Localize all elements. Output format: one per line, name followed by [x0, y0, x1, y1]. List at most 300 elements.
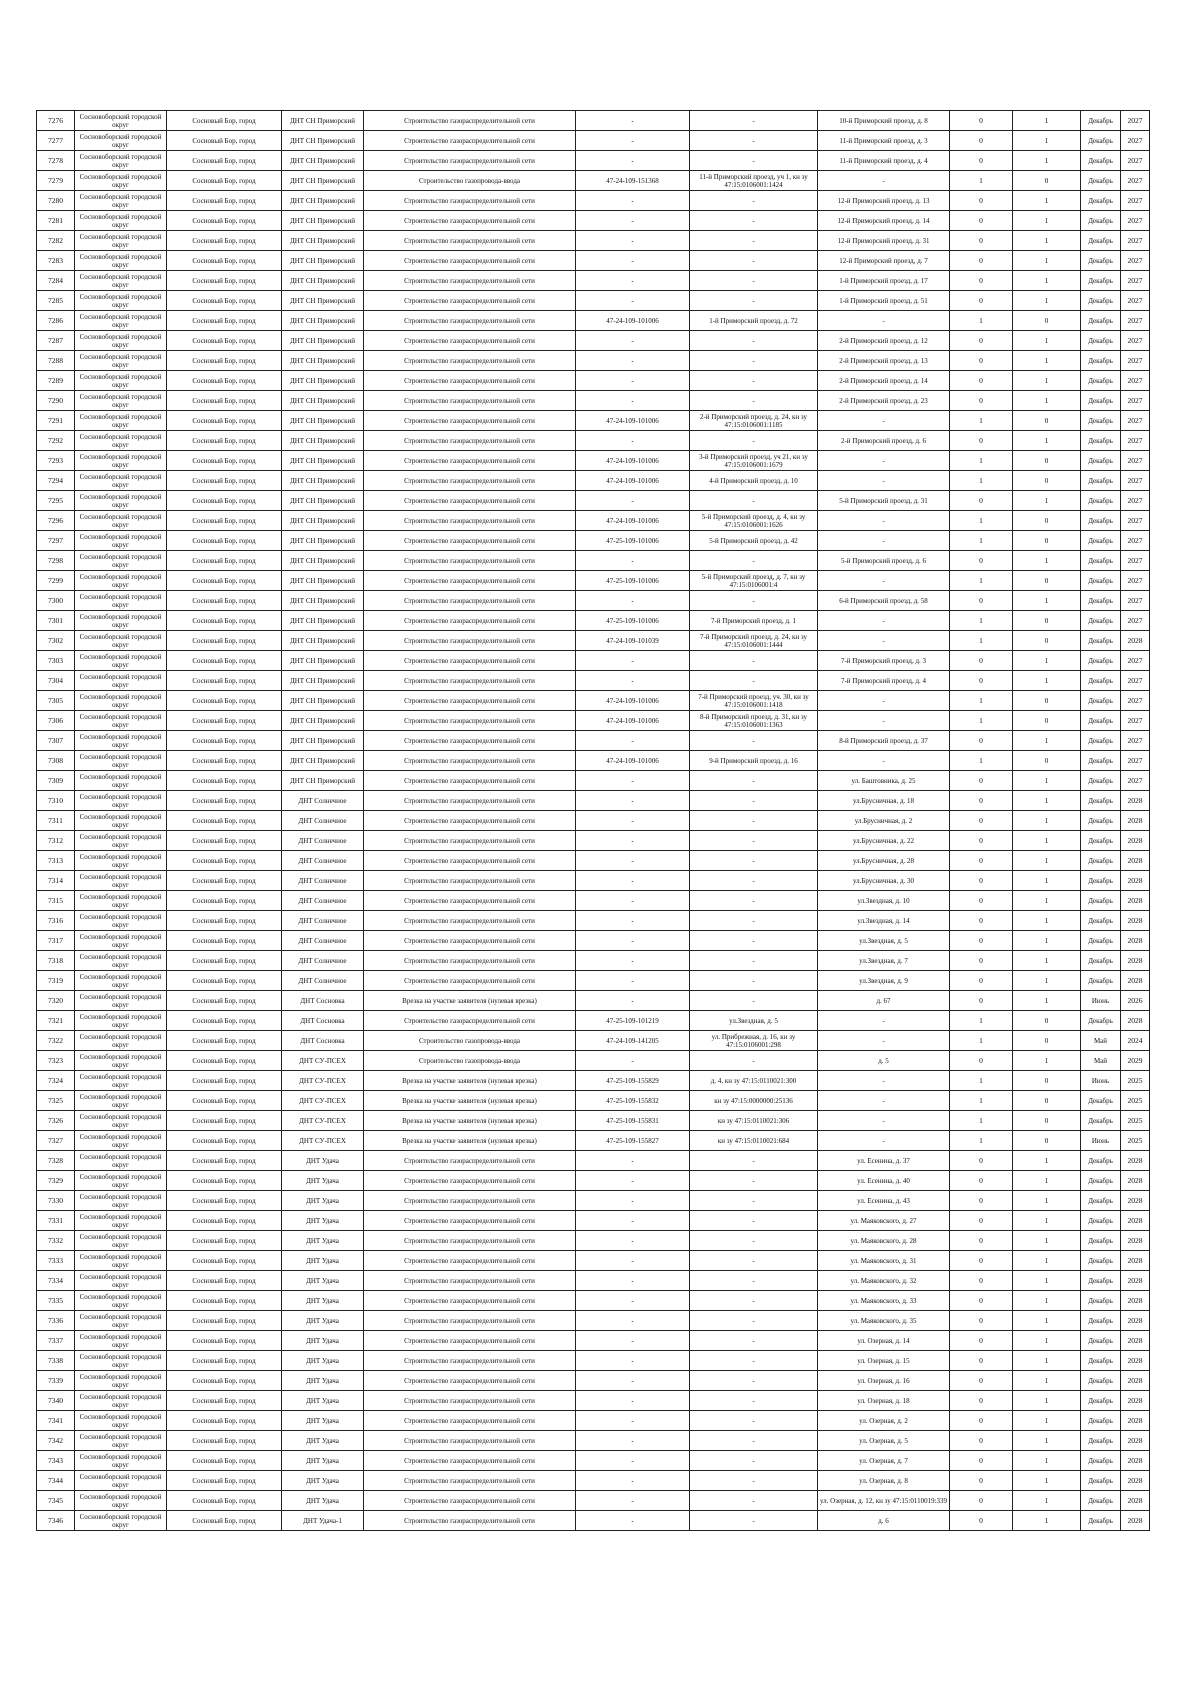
cell-snt-name: ДНТ СН Приморский	[282, 291, 364, 311]
cell-settlement: Сосновый Бор, город	[167, 1391, 282, 1411]
cell-row-number: 7346	[37, 1511, 75, 1531]
cell-snt-name: ДНТ СН Приморский	[282, 151, 364, 171]
cell-count-without-application: 1	[1013, 1391, 1081, 1411]
data-table	[36, 110, 1150, 1531]
cell-snt-name: ДНТ Сосновка	[282, 991, 364, 1011]
cell-row-number: 7332	[37, 1231, 75, 1251]
cell-settlement: Сосновый Бор, город	[167, 1051, 282, 1071]
cell-application-number: -	[576, 1371, 690, 1391]
cell-count-with-application: 1	[950, 1031, 1013, 1051]
cell-month: Декабрь	[1081, 651, 1121, 671]
table-row	[37, 1011, 1150, 1031]
cell-address-with-application: -	[690, 671, 818, 691]
cell-work-type: Строительство газораспределительной сети	[364, 891, 576, 911]
cell-district: Сосновоборский городской округ	[75, 951, 167, 971]
table-row	[37, 1211, 1150, 1231]
table-row	[37, 1111, 1150, 1131]
cell-count-without-application: 0	[1013, 711, 1081, 731]
cell-district: Сосновоборский городской округ	[75, 411, 167, 431]
cell-settlement: Сосновый Бор, город	[167, 511, 282, 531]
table-row	[37, 771, 1150, 791]
cell-district: Сосновоборский городской округ	[75, 491, 167, 511]
cell-work-type: Строительство газораспределительной сети	[364, 551, 576, 571]
cell-month: Декабрь	[1081, 1011, 1121, 1031]
cell-address-with-application: -	[690, 971, 818, 991]
cell-snt-name: ДНТ Солнечное	[282, 871, 364, 891]
cell-month: Декабрь	[1081, 1471, 1121, 1491]
cell-row-number: 7341	[37, 1411, 75, 1431]
cell-address-with-application: -	[690, 591, 818, 611]
table-row	[37, 231, 1150, 251]
cell-month: Май	[1081, 1051, 1121, 1071]
cell-settlement: Сосновый Бор, город	[167, 251, 282, 271]
cell-snt-name: ДНТ Удача	[282, 1351, 364, 1371]
cell-month: Июнь	[1081, 991, 1121, 1011]
cell-application-number: 47-24-109-101006	[576, 751, 690, 771]
cell-row-number: 7325	[37, 1091, 75, 1111]
table-row	[37, 1051, 1150, 1071]
cell-address-with-application: 5-й Приморский проезд, д. 42	[690, 531, 818, 551]
cell-district: Сосновоборский городской округ	[75, 991, 167, 1011]
cell-snt-name: ДНТ Солнечное	[282, 891, 364, 911]
cell-settlement: Сосновый Бор, город	[167, 1111, 282, 1131]
cell-row-number: 7327	[37, 1131, 75, 1151]
cell-district: Сосновоборский городской округ	[75, 1271, 167, 1291]
cell-address-without-application: -	[818, 531, 950, 551]
cell-district: Сосновоборский городской округ	[75, 831, 167, 851]
cell-month: Декабрь	[1081, 1091, 1121, 1111]
cell-snt-name: ДНТ СН Приморский	[282, 551, 364, 571]
cell-snt-name: ДНТ Удача-1	[282, 1511, 364, 1531]
document-sheet	[36, 110, 1149, 1531]
cell-work-type: Врезка на участке заявителя (нулевая врезка)	[364, 991, 576, 1011]
cell-settlement: Сосновый Бор, город	[167, 451, 282, 471]
cell-count-with-application: 0	[950, 971, 1013, 991]
cell-year: 2028	[1121, 951, 1150, 971]
cell-settlement: Сосновый Бор, город	[167, 291, 282, 311]
cell-address-with-application: 11-й Приморский проезд, уч 1, кн зу 47:15:0106001:1424	[690, 171, 818, 191]
cell-month: Июнь	[1081, 1131, 1121, 1151]
cell-row-number: 7312	[37, 831, 75, 851]
cell-address-with-application: -	[690, 1411, 818, 1431]
cell-month: Декабрь	[1081, 411, 1121, 431]
cell-address-without-application: д. 6	[818, 1511, 950, 1531]
cell-settlement: Сосновый Бор, город	[167, 1171, 282, 1191]
cell-address-with-application: 9-й Приморский проезд, д. 16	[690, 751, 818, 771]
cell-year: 2028	[1121, 631, 1150, 651]
cell-address-with-application: кн зу 47:15:0000000:25136	[690, 1091, 818, 1111]
cell-address-with-application: -	[690, 191, 818, 211]
cell-district: Сосновоборский городской округ	[75, 711, 167, 731]
cell-year: 2027	[1121, 691, 1150, 711]
cell-address-without-application: ул. Есенина, д. 40	[818, 1171, 950, 1191]
cell-snt-name: ДНТ СН Приморский	[282, 491, 364, 511]
cell-snt-name: ДНТ СН Приморский	[282, 571, 364, 591]
cell-settlement: Сосновый Бор, город	[167, 1491, 282, 1511]
cell-year: 2027	[1121, 231, 1150, 251]
cell-application-number: -	[576, 991, 690, 1011]
cell-address-without-application: ул. Маяковского, д. 27	[818, 1211, 950, 1231]
cell-row-number: 7345	[37, 1491, 75, 1511]
cell-address-without-application: 7-й Приморский проезд, д. 3	[818, 651, 950, 671]
cell-district: Сосновоборский городской округ	[75, 1451, 167, 1471]
cell-application-number: -	[576, 431, 690, 451]
cell-year: 2028	[1121, 971, 1150, 991]
cell-district: Сосновоборский городской округ	[75, 251, 167, 271]
cell-count-without-application: 0	[1013, 171, 1081, 191]
cell-work-type: Строительство газораспределительной сети	[364, 611, 576, 631]
cell-application-number: -	[576, 871, 690, 891]
table-row	[37, 1271, 1150, 1291]
cell-settlement: Сосновый Бор, город	[167, 611, 282, 631]
cell-application-number: -	[576, 491, 690, 511]
cell-district: Сосновоборский городской округ	[75, 1071, 167, 1091]
cell-month: Декабрь	[1081, 211, 1121, 231]
cell-address-without-application: ул. Озерная, д. 8	[818, 1471, 950, 1491]
cell-address-without-application: ул. Есенина, д. 43	[818, 1191, 950, 1211]
cell-month: Декабрь	[1081, 611, 1121, 631]
cell-address-with-application: -	[690, 331, 818, 351]
cell-count-with-application: 0	[950, 1331, 1013, 1351]
cell-district: Сосновоборский городской округ	[75, 511, 167, 531]
cell-district: Сосновоборский городской округ	[75, 451, 167, 471]
cell-row-number: 7330	[37, 1191, 75, 1211]
cell-application-number: -	[576, 551, 690, 571]
cell-address-without-application: 2-й Приморский проезд, д. 13	[818, 351, 950, 371]
cell-count-without-application: 0	[1013, 531, 1081, 551]
cell-address-with-application: кн зу 47:15:0110021:306	[690, 1111, 818, 1131]
cell-work-type: Строительство газораспределительной сети	[364, 871, 576, 891]
cell-work-type: Строительство газораспределительной сети	[364, 691, 576, 711]
cell-count-with-application: 0	[950, 951, 1013, 971]
cell-year: 2027	[1121, 671, 1150, 691]
table-row	[37, 751, 1150, 771]
cell-address-without-application: ул. Маяковского, д. 32	[818, 1271, 950, 1291]
cell-count-without-application: 1	[1013, 851, 1081, 871]
table-row	[37, 1171, 1150, 1191]
cell-address-with-application: -	[690, 1271, 818, 1291]
cell-address-without-application: ул.Брусничная, д. 30	[818, 871, 950, 891]
cell-month: Декабрь	[1081, 1151, 1121, 1171]
cell-snt-name: ДНТ Удача	[282, 1231, 364, 1251]
cell-count-with-application: 0	[950, 191, 1013, 211]
cell-year: 2025	[1121, 1091, 1150, 1111]
cell-application-number: 47-24-109-101006	[576, 471, 690, 491]
cell-snt-name: ДНТ СУ-ПСЕХ	[282, 1051, 364, 1071]
cell-work-type: Строительство газораспределительной сети	[364, 1171, 576, 1191]
cell-application-number: -	[576, 891, 690, 911]
table-row	[37, 811, 1150, 831]
cell-snt-name: ДНТ СН Приморский	[282, 171, 364, 191]
cell-row-number: 7290	[37, 391, 75, 411]
table-row	[37, 371, 1150, 391]
cell-settlement: Сосновый Бор, город	[167, 831, 282, 851]
cell-row-number: 7295	[37, 491, 75, 511]
cell-row-number: 7310	[37, 791, 75, 811]
cell-month: Декабрь	[1081, 871, 1121, 891]
cell-address-without-application: -	[818, 471, 950, 491]
cell-application-number: 47-25-109-101006	[576, 571, 690, 591]
cell-month: Декабрь	[1081, 1331, 1121, 1351]
cell-district: Сосновоборский городской округ	[75, 1131, 167, 1151]
cell-count-with-application: 0	[950, 1471, 1013, 1491]
cell-row-number: 7289	[37, 371, 75, 391]
cell-year: 2027	[1121, 711, 1150, 731]
cell-count-with-application: 0	[950, 1291, 1013, 1311]
cell-district: Сосновоборский городской округ	[75, 1471, 167, 1491]
cell-application-number: 47-24-109-141205	[576, 1031, 690, 1051]
cell-year: 2025	[1121, 1131, 1150, 1151]
cell-address-with-application: 2-й Приморский проезд, д. 24, кн зу 47:15:0106001:1185	[690, 411, 818, 431]
cell-address-without-application: ул. Маяковского, д. 33	[818, 1291, 950, 1311]
cell-count-with-application: 0	[950, 591, 1013, 611]
cell-work-type: Строительство газораспределительной сети	[364, 1251, 576, 1271]
cell-row-number: 7304	[37, 671, 75, 691]
cell-month: Декабрь	[1081, 1431, 1121, 1451]
cell-work-type: Врезка на участке заявителя (нулевая врезка)	[364, 1091, 576, 1111]
cell-snt-name: ДНТ Удача	[282, 1271, 364, 1291]
cell-row-number: 7277	[37, 131, 75, 151]
cell-count-with-application: 0	[950, 1251, 1013, 1271]
cell-work-type: Строительство газопровода-ввода	[364, 1051, 576, 1071]
table-row	[37, 1031, 1150, 1051]
cell-settlement: Сосновый Бор, город	[167, 351, 282, 371]
cell-count-without-application: 1	[1013, 111, 1081, 131]
cell-address-with-application: -	[690, 791, 818, 811]
cell-snt-name: ДНТ Удача	[282, 1211, 364, 1231]
cell-row-number: 7305	[37, 691, 75, 711]
cell-count-with-application: 1	[950, 1091, 1013, 1111]
cell-address-without-application: -	[818, 711, 950, 731]
cell-snt-name: ДНТ СУ-ПСЕХ	[282, 1091, 364, 1111]
cell-address-with-application: -	[690, 1311, 818, 1331]
cell-snt-name: ДНТ Солнечное	[282, 951, 364, 971]
cell-year: 2028	[1121, 1291, 1150, 1311]
cell-address-with-application: 7-й Приморский проезд, д. 24, кн зу 47:15:0106001:1444	[690, 631, 818, 651]
cell-row-number: 7292	[37, 431, 75, 451]
cell-year: 2028	[1121, 1511, 1150, 1531]
cell-application-number: -	[576, 131, 690, 151]
cell-year: 2028	[1121, 1011, 1150, 1031]
cell-month: Декабрь	[1081, 1451, 1121, 1471]
cell-month: Декабрь	[1081, 1251, 1121, 1271]
table-row	[37, 911, 1150, 931]
cell-count-with-application: 0	[950, 1451, 1013, 1471]
cell-application-number: 47-24-109-101006	[576, 691, 690, 711]
cell-count-with-application: 0	[950, 371, 1013, 391]
cell-month: Декабрь	[1081, 231, 1121, 251]
cell-count-without-application: 1	[1013, 1051, 1081, 1071]
cell-count-without-application: 1	[1013, 1291, 1081, 1311]
cell-district: Сосновоборский городской округ	[75, 911, 167, 931]
cell-count-with-application: 0	[950, 351, 1013, 371]
cell-month: Декабрь	[1081, 1271, 1121, 1291]
cell-year: 2029	[1121, 1051, 1150, 1071]
cell-count-without-application: 0	[1013, 1111, 1081, 1131]
cell-district: Сосновоборский городской округ	[75, 391, 167, 411]
cell-work-type: Строительство газораспределительной сети	[364, 191, 576, 211]
cell-snt-name: ДНТ СН Приморский	[282, 231, 364, 251]
cell-settlement: Сосновый Бор, город	[167, 231, 282, 251]
cell-work-type: Строительство газораспределительной сети	[364, 511, 576, 531]
cell-count-without-application: 1	[1013, 291, 1081, 311]
cell-row-number: 7331	[37, 1211, 75, 1231]
cell-count-without-application: 1	[1013, 491, 1081, 511]
cell-address-with-application: -	[690, 811, 818, 831]
cell-count-with-application: 0	[950, 1151, 1013, 1171]
cell-row-number: 7311	[37, 811, 75, 831]
cell-row-number: 7302	[37, 631, 75, 651]
cell-snt-name: ДНТ СН Приморский	[282, 391, 364, 411]
cell-address-without-application: д. 5	[818, 1051, 950, 1071]
cell-district: Сосновоборский городской округ	[75, 1491, 167, 1511]
cell-count-with-application: 0	[950, 731, 1013, 751]
table-row	[37, 1511, 1150, 1531]
cell-count-with-application: 1	[950, 411, 1013, 431]
cell-address-with-application: -	[690, 871, 818, 891]
cell-year: 2028	[1121, 1431, 1150, 1451]
cell-address-with-application: 7-й Приморский проезд, д. 1	[690, 611, 818, 631]
cell-application-number: -	[576, 371, 690, 391]
cell-address-with-application: -	[690, 1491, 818, 1511]
cell-address-without-application: ул. Озерная, д. 18	[818, 1391, 950, 1411]
cell-district: Сосновоборский городской округ	[75, 1111, 167, 1131]
cell-snt-name: ДНТ СН Приморский	[282, 431, 364, 451]
cell-settlement: Сосновый Бор, город	[167, 1291, 282, 1311]
cell-row-number: 7320	[37, 991, 75, 1011]
cell-count-with-application: 0	[950, 1051, 1013, 1071]
cell-address-without-application: ул.Звездная, д. 9	[818, 971, 950, 991]
cell-settlement: Сосновый Бор, город	[167, 751, 282, 771]
cell-application-number: 47-24-109-101039	[576, 631, 690, 651]
cell-snt-name: ДНТ Удача	[282, 1151, 364, 1171]
cell-work-type: Строительство газораспределительной сети	[364, 211, 576, 231]
cell-application-number: 47-24-109-101006	[576, 451, 690, 471]
cell-settlement: Сосновый Бор, город	[167, 911, 282, 931]
cell-address-without-application: -	[818, 171, 950, 191]
cell-address-without-application: 2-й Приморский проезд, д. 23	[818, 391, 950, 411]
cell-month: Декабрь	[1081, 911, 1121, 931]
cell-address-without-application: 1-й Приморский проезд, д. 51	[818, 291, 950, 311]
cell-work-type: Строительство газораспределительной сети	[364, 831, 576, 851]
table-row	[37, 571, 1150, 591]
cell-district: Сосновоборский городской округ	[75, 371, 167, 391]
cell-application-number: -	[576, 1191, 690, 1211]
cell-row-number: 7340	[37, 1391, 75, 1411]
cell-count-without-application: 0	[1013, 311, 1081, 331]
cell-application-number: -	[576, 1211, 690, 1231]
cell-snt-name: ДНТ Удача	[282, 1191, 364, 1211]
cell-year: 2026	[1121, 991, 1150, 1011]
cell-address-without-application: ул. Озерная, д. 5	[818, 1431, 950, 1451]
cell-count-without-application: 0	[1013, 691, 1081, 711]
cell-address-with-application: 4-й Приморский проезд, д. 10	[690, 471, 818, 491]
cell-address-with-application: -	[690, 731, 818, 751]
cell-address-without-application: -	[818, 311, 950, 331]
cell-month: Июнь	[1081, 1071, 1121, 1091]
cell-year: 2027	[1121, 171, 1150, 191]
cell-work-type: Врезка на участке заявителя (нулевая врезка)	[364, 1111, 576, 1131]
cell-count-with-application: 1	[950, 611, 1013, 631]
cell-address-without-application: ул.Брусничная, д. 18	[818, 791, 950, 811]
cell-snt-name: ДНТ Солнечное	[282, 911, 364, 931]
cell-count-without-application: 1	[1013, 1471, 1081, 1491]
cell-settlement: Сосновый Бор, город	[167, 1031, 282, 1051]
cell-row-number: 7303	[37, 651, 75, 671]
cell-count-without-application: 1	[1013, 731, 1081, 751]
cell-district: Сосновоборский городской округ	[75, 1191, 167, 1211]
cell-count-without-application: 1	[1013, 391, 1081, 411]
cell-work-type: Строительство газораспределительной сети	[364, 1451, 576, 1471]
cell-year: 2025	[1121, 1071, 1150, 1091]
cell-work-type: Строительство газораспределительной сети	[364, 1491, 576, 1511]
cell-count-with-application: 0	[950, 651, 1013, 671]
cell-month: Декабрь	[1081, 571, 1121, 591]
cell-address-with-application: -	[690, 1051, 818, 1071]
cell-month: Декабрь	[1081, 951, 1121, 971]
cell-count-without-application: 1	[1013, 1431, 1081, 1451]
cell-work-type: Строительство газораспределительной сети	[364, 491, 576, 511]
cell-row-number: 7319	[37, 971, 75, 991]
cell-row-number: 7335	[37, 1291, 75, 1311]
cell-year: 2027	[1121, 331, 1150, 351]
cell-snt-name: ДНТ СН Приморский	[282, 311, 364, 331]
cell-settlement: Сосновый Бор, город	[167, 871, 282, 891]
table-row	[37, 1151, 1150, 1171]
cell-application-number: -	[576, 831, 690, 851]
cell-year: 2028	[1121, 1231, 1150, 1251]
cell-settlement: Сосновый Бор, город	[167, 1151, 282, 1171]
cell-address-with-application: 5-й Приморский проезд, д. 7, кн зу 47:15:0106001:4	[690, 571, 818, 591]
cell-settlement: Сосновый Бор, город	[167, 371, 282, 391]
cell-address-without-application: ул.Звездная, д. 7	[818, 951, 950, 971]
cell-application-number: 47-25-109-155832	[576, 1091, 690, 1111]
cell-snt-name: ДНТ СН Приморский	[282, 711, 364, 731]
cell-year: 2028	[1121, 1351, 1150, 1371]
cell-district: Сосновоборский городской округ	[75, 431, 167, 451]
cell-work-type: Строительство газораспределительной сети	[364, 791, 576, 811]
cell-address-with-application: -	[690, 1351, 818, 1371]
cell-district: Сосновоборский городской округ	[75, 351, 167, 371]
cell-month: Декабрь	[1081, 791, 1121, 811]
cell-year: 2027	[1121, 371, 1150, 391]
cell-address-with-application: -	[690, 851, 818, 871]
cell-year: 2028	[1121, 811, 1150, 831]
cell-year: 2028	[1121, 931, 1150, 951]
cell-address-with-application: -	[690, 931, 818, 951]
cell-count-without-application: 1	[1013, 271, 1081, 291]
cell-settlement: Сосновый Бор, город	[167, 331, 282, 351]
cell-row-number: 7338	[37, 1351, 75, 1371]
cell-district: Сосновоборский городской округ	[75, 871, 167, 891]
cell-snt-name: ДНТ Удача	[282, 1251, 364, 1271]
cell-year: 2027	[1121, 491, 1150, 511]
table-row	[37, 951, 1150, 971]
cell-snt-name: ДНТ СН Приморский	[282, 731, 364, 751]
cell-settlement: Сосновый Бор, город	[167, 771, 282, 791]
cell-district: Сосновоборский городской округ	[75, 791, 167, 811]
cell-count-with-application: 0	[950, 231, 1013, 251]
cell-address-with-application: -	[690, 951, 818, 971]
cell-settlement: Сосновый Бор, город	[167, 551, 282, 571]
cell-row-number: 7276	[37, 111, 75, 131]
cell-row-number: 7334	[37, 1271, 75, 1291]
cell-address-without-application: -	[818, 1011, 950, 1031]
cell-row-number: 7294	[37, 471, 75, 491]
cell-month: Декабрь	[1081, 1491, 1121, 1511]
cell-district: Сосновоборский городской округ	[75, 1251, 167, 1271]
cell-year: 2027	[1121, 471, 1150, 491]
